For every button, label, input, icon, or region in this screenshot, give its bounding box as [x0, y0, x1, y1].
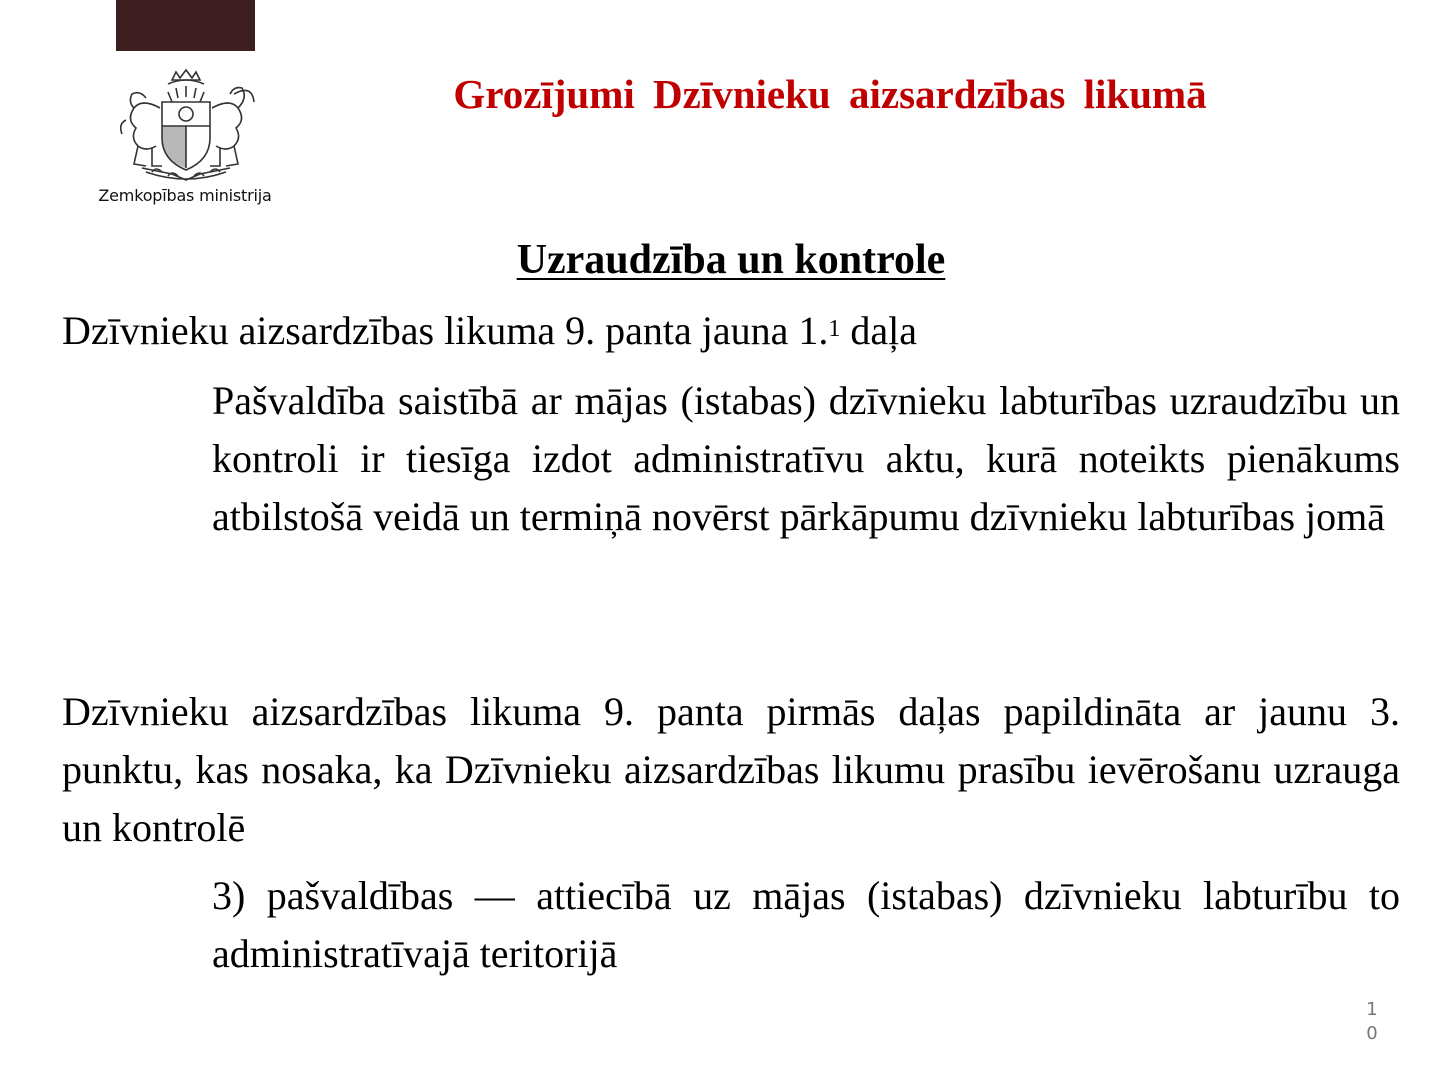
paragraph-article-amendment: Dzīvnieku aizsardzības likuma 9. panta pirmās daļas papildināta ar jaunu 3. punktu, kas nosaka, ka Dzīvnieku aizsardzības likumu prasību ievērošanu uzrauga un kontrolē	[62, 689, 1400, 850]
section-heading: Uzraudzība un kontrole	[516, 237, 946, 283]
paragraph-text: Dzīvnieku aizsardzības likuma 9. panta jauna 1.	[62, 308, 829, 353]
paragraph-municipality-rights: Pašvaldība saistībā ar mājas (istabas) dzīvnieku labturības uzraudzību un kontroli ir tiesīga izdot administratīvu aktu, kurā noteikts pienākums atbilstošā veidā un termiņā novērst pārkāpumu dzīvnieku labturības jomā	[212, 378, 1400, 539]
ministry-name: Zemkopības ministrija	[98, 186, 272, 205]
superscript: 1	[828, 316, 841, 342]
page-number: 10	[1366, 999, 1378, 1044]
latvia-coat-of-arms-icon	[112, 68, 260, 186]
paragraph-point-3: 3) pašvaldības — attiecībā uz mājas (istabas) dzīvnieku labturību to administratīvajā teritorijā	[212, 873, 1400, 976]
slide-title: Grozījumi Dzīvnieku aizsardzības likumā	[453, 71, 1207, 117]
brand-bar	[116, 0, 255, 51]
paragraph-article-intro	[62, 302, 1402, 360]
paragraph-text-tail: daļa	[840, 308, 918, 353]
